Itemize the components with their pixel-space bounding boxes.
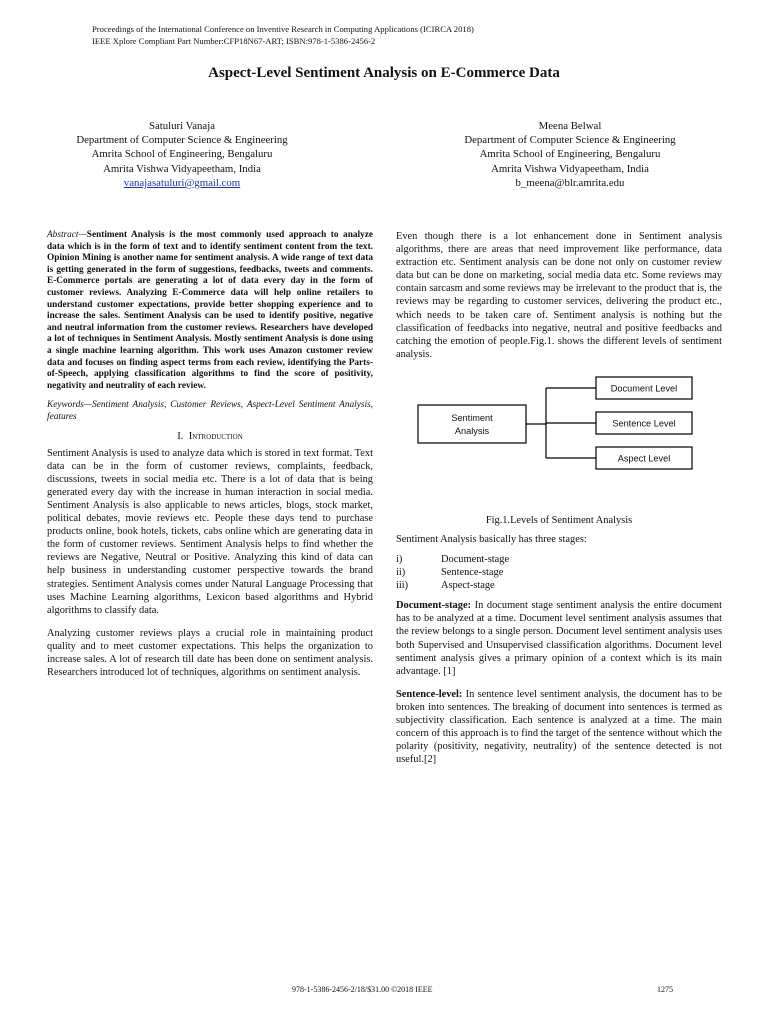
abstract-lead: Abstract— xyxy=(47,230,87,240)
stage-label: Sentence-stage xyxy=(441,567,504,579)
stages-list xyxy=(396,553,722,592)
root-label-line-1: Sentiment xyxy=(451,412,493,423)
stage-label: Document-stage xyxy=(441,554,510,566)
footer-copyright: 978-1-5386-2456-2/18/$31.00 ©2018 IEEE xyxy=(292,985,433,994)
stage-number: ii) xyxy=(396,567,406,579)
proceedings-header xyxy=(92,23,474,47)
root-box xyxy=(418,405,526,443)
stages-intro: Sentiment Analysis basically has three stages: xyxy=(396,534,587,546)
sentence-level-label: Sentence Level xyxy=(612,418,676,429)
levels-diagram xyxy=(396,375,722,505)
author-university: Amrita Vishwa Vidyapeetham, India xyxy=(491,162,649,175)
abstract xyxy=(47,230,373,392)
document-stage-term: Document-stage: xyxy=(396,600,472,612)
author-block-1 xyxy=(32,119,332,190)
author-school: Amrita School of Engineering, Bengaluru xyxy=(479,148,661,161)
root-label-line-2: Analysis xyxy=(454,425,490,436)
document-stage-paragraph xyxy=(396,599,722,678)
section-title: Introduction xyxy=(188,430,243,442)
stage-number: i) xyxy=(396,554,403,566)
stage-number: iii) xyxy=(396,580,409,592)
intro-paragraph-2: Analyzing customer reviews plays a crucial role in maintaining product quality and to meet customer expectations. This helps the organization to increase sales. A lot of research till date has been done on sentiment analysis. Researchers introduced lot of techniques, algorithms on sentiment analysis. xyxy=(47,627,373,679)
right-paragraph-1: Even though there is a lot enhancement done in Sentiment analysis algorithms, there are areas that need improvement like performance, data extraction etc. Sentiment analysis can be done not only on customer review data but can be done on marketing, social media data etc. Some reviews may contain sarcasm and some reviews may be irrelevant to the product that is, the reviews may be regarding to customer services, delivering the product etc., which needs to be taken care of. Sentiment analysis is nothing but the classification of feedbacks into negative, neutral and positive feedbacks and catching the emotion of people.Fig.1. shows the different levels of sentiment analysis. xyxy=(396,231,722,360)
author-email-link[interactable]: vanajasatuluri@gmail.com xyxy=(123,176,241,189)
intro-paragraph-1: Sentiment Analysis is used to analyze data which is stored in text format. Text data can be in the form of customer reviews, complaints, feedback, discussions, tweets in social media etc. There is a lot of data that is being generated every day with the increase in human interaction in social media. Sentiment Analysis is also applicable to news articles, blogs, stock market, political debates, movie reviews etc. People these days tend to purchase products online, book hotels, tickets, cabs online which are generating data in the form of customer reviews. Sentiment Analysis helps to find whether the reviews are Negative, Neutral or Positive. Analyzing this kind of data can help business in understanding customer perspective towards the brand strategies. Sentiment Analysis comes under Natural Language Processing that uses Machine Learning algorithms, Lexicon based algorithms and Hybrid algorithms to classify data. xyxy=(47,447,373,616)
paper-title: Aspect-Level Sentiment Analysis on E-Commerce Data xyxy=(208,65,560,81)
right-column xyxy=(396,230,722,766)
sentence-level-text: In sentence level sentiment analysis, the document has to be broken into sentences. The breaking of document into sentences is termed as subjectivity classification. Each sentence is analyzed at a time. The main concern of this approach is to find the target of the sentence without which the polarity (positivity, negativity, neutrality) of the sentence detected is not useful.[2] xyxy=(396,688,722,766)
sentence-level-paragraph xyxy=(396,688,722,767)
aspect-level-label: Aspect Level xyxy=(617,453,671,464)
section-heading-introduction xyxy=(47,430,373,443)
author-name: Satuluri Vanaja xyxy=(148,120,216,132)
keywords: Keywords—Sentiment Analysis, Customer Reviews, Aspect-Level Sentiment Analysis, features xyxy=(47,400,373,422)
document-level-label: Document Level xyxy=(610,383,678,394)
page-number: 1275 xyxy=(657,985,673,994)
header-line-2: IEEE Xplore Compliant Part Number:CFP18N67-ART; ISBN:978-1-5386-2456-2 xyxy=(92,36,376,46)
header-line-1: Proceedings of the International Conference on Inventive Research in Computing Applications (ICIRCA 2018) xyxy=(92,24,474,34)
author-email: b_meena@blr.amrita.edu xyxy=(515,176,625,189)
stage-label: Aspect-stage xyxy=(441,580,495,592)
author-department: Department of Computer Science & Engineering xyxy=(464,134,676,147)
abstract-text: Sentiment Analysis is the most commonly used approach to analyze data which is in the form of text and to identify sentiment content from the text. Opinion Mining is another name for sentiment analysis. A wide range of text data is getting generated in the form of suggestions, feedbacks, tweets and comments. E-Commerce portals are generating a lot of data every day in the form of customer reviews. Analyzing E-Commerce data will help online retailers to understand customer expectations, provide better shopping experience and to increase the sales. Sentiment Analysis can be used to identify positive, negative and neutral information from the customer reviews. Researchers have developed a lot of techniques in Sentiment Analysis. Mostly sentiment Analysis is done using a single machine learning algorithm. This work uses Amazon customer review data and focuses on finding aspect terms from each review, identifying the Parts-of-Speech, applying classification algorithms to find the score of positivity, negativity and neutrality of each review. xyxy=(47,230,373,391)
document-stage-text: In document stage sentiment analysis the entire document has to be analyzed at a time. Document level sentiment analysis assumes that the review belongs to a single person. Document level sentiment analysis uses both Supervised and Unsupervised classification algorithms. Document level sentiment analysis gives a primary opinion of a context which is its main advantage. [1] xyxy=(396,600,722,677)
author-block-2 xyxy=(420,119,720,190)
left-column xyxy=(47,230,373,679)
sentence-level-term: Sentence-level: xyxy=(396,688,463,700)
section-number: I. xyxy=(177,430,184,442)
author-school: Amrita School of Engineering, Bengaluru xyxy=(91,148,273,161)
list-item xyxy=(396,553,722,566)
figure-caption: Fig.1.Levels of Sentiment Analysis xyxy=(485,515,633,527)
author-name: Meena Belwal xyxy=(538,120,602,132)
list-item xyxy=(396,566,722,579)
author-university: Amrita Vishwa Vidyapeetham, India xyxy=(103,162,261,175)
list-item xyxy=(396,579,722,592)
author-department: Department of Computer Science & Engineering xyxy=(76,134,288,147)
